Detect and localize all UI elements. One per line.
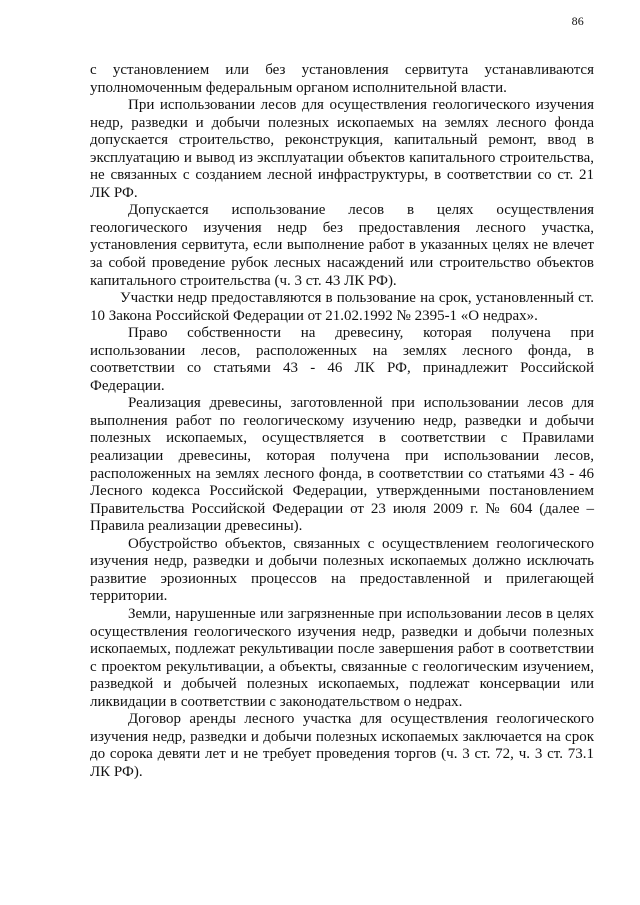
paragraph-recultivation: Земли, нарушенные или загрязненные при использовании лесов в целях осуществления геологического изучения недр, разведки и добычи полезных ископаемых, подлежат рекультивации после завершения работ в соответствии с проектом рекультивации, а объекты, связанные с геологическим изучением, разведкой и добычей полезных ископаемых, подлежат консервации или ликвидации в соответствии с законодательством о недрах.: [90, 605, 594, 710]
paragraph-erosion: Обустройство объектов, связанных с осуществлением геологического изучения недр, разведки и добычи полезных ископаемых должно исключать развитие эрозионных процессов на предоставленной и прилегающей территории.: [90, 535, 594, 605]
paragraph-continuation: с установлением или без установления сервитута устанавливаются уполномоченным федеральным органом исполнительной власти.: [90, 62, 594, 96]
paragraph-construction: При использовании лесов для осуществления геологического изучения недр, разведки и добычи полезных ископаемых на землях лесного фонда допускается строительство, реконструкция, капитальный ремонт, ввод в эксплуатацию и вывод из эксплуатации объектов капитального строительства, не связанных с созданием лесной инфраструктуры, в соответствии со ст. 21 ЛК РФ.: [90, 97, 594, 201]
paragraph-lease-term: Договор аренды лесного участка для осуществления геологического изучения недр, разведки и добычи полезных ископаемых заключается на срок до сорока девяти лет и не требует проведения торгов (ч. 3 ст. 72, ч. 3 ст. 73.1 ЛК РФ).: [90, 711, 594, 780]
document-body: [90, 62, 594, 781]
paragraph-no-plot: Допускается использование лесов в целях осуществления геологического изучения недр без предоставления лесного участка, установления сервитута, если выполнение работ в указанных целях не влечет за собой проведение рубок лесных насаждений или строительство объектов капитального строительства (ч. 3 ст. 43 ЛК РФ).: [90, 202, 594, 289]
paragraph-timber-sale: Реализация древесины, заготовленной при использовании лесов для выполнения работ по геологическому изучению недр, разведки и добычи полезных ископаемых, осуществляется в соответствии с Правилами реализации древесины, которая получена при использовании лесов, расположенных на землях лесного фонда, в соответствии со статьями 43 - 46 Лесного кодекса Российской Федерации, утвержденными постановлением Правительства Российской Федерации от 23 июля 2009 г. № 604 (далее – Правила реализации древесины).: [90, 395, 594, 535]
paragraph-timber-ownership: Право собственности на древесину, которая получена при использовании лесов, расположенных на землях лесного фонда, в соответствии со статьями 43 - 46 ЛК РФ, принадлежит Российской Федерации.: [90, 325, 594, 394]
page-number: 86: [571, 14, 584, 28]
paragraph-subsoil-term: Участки недр предоставляются в пользование на срок, установленный ст. 10 Закона Российской Федерации от 21.02.1992 № 2395-1 «О недрах».: [90, 290, 594, 324]
